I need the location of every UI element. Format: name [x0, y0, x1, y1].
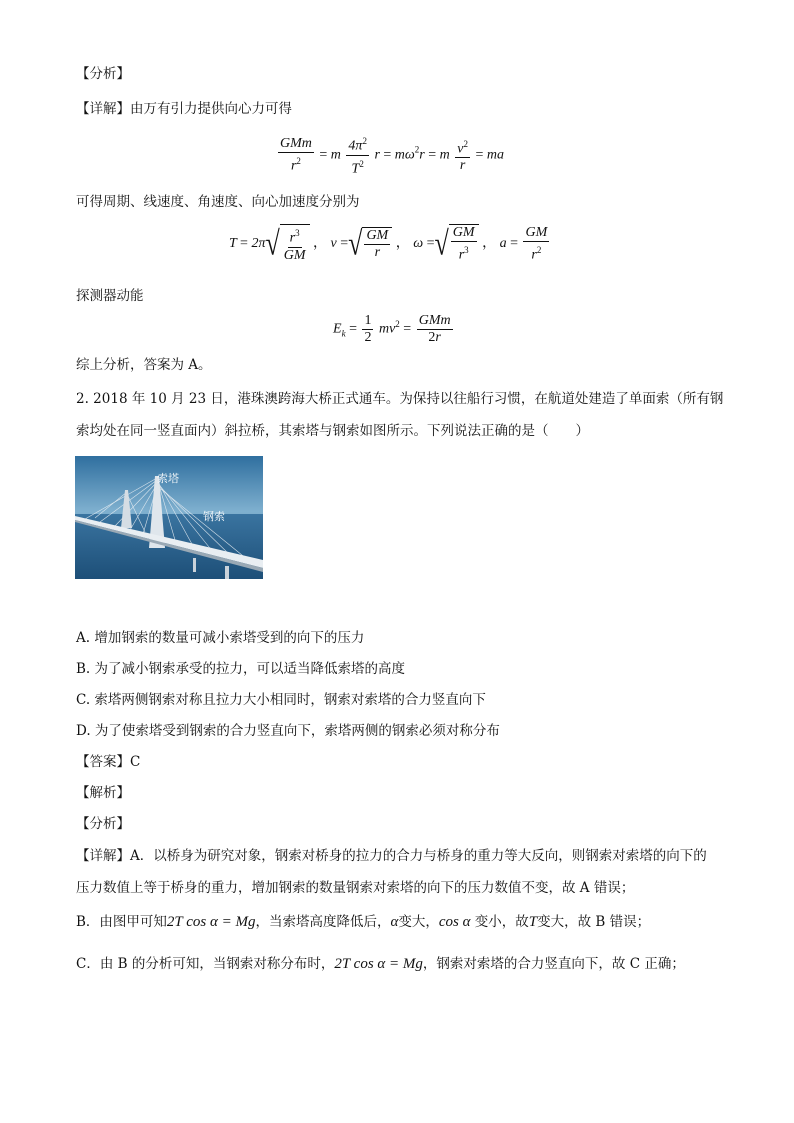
detail-b-t: T — [528, 914, 538, 930]
question-2-line-1: 2. 2018 年 10 月 23 日，港珠澳跨海大桥正式通车。为保持以往船行习惯，在航道处建造了单面索（所有钢 — [76, 391, 724, 407]
detail-b-line — [76, 912, 650, 932]
detail-c-equation: 2T cos α = Mg — [334, 956, 423, 972]
bridge-photo — [75, 456, 263, 579]
detail-b-cos: cos α — [438, 914, 471, 930]
tower-label: 索塔 — [157, 472, 179, 485]
detail-c-end: ，钢索对索塔的合力竖直向下，故 C 正确； — [422, 956, 685, 972]
detail-intro: 【详解】由万有引力提供向心力可得 — [76, 101, 292, 117]
derive-text: 可得周期、线速度、角速度、向心加速度分别为 — [76, 194, 360, 210]
detail-b-mid2: 变大， — [398, 914, 439, 930]
detail-b-prefix: B．由图甲可知 — [76, 914, 167, 930]
answer-text: 【答案】C — [76, 754, 141, 770]
detail-b-end: 变大，故 B 错误； — [537, 914, 651, 930]
cable-label: 钢索 — [203, 510, 225, 523]
conclusion-text: 综上分析，答案为 A。 — [76, 357, 212, 373]
option-c: C. 索塔两侧钢索对称且拉力大小相同时，钢索对索塔的合力竖直向下 — [76, 692, 486, 708]
option-d: D. 为了使索塔受到钢索的合力竖直向下，索塔两侧的钢索必须对称分布 — [76, 723, 500, 739]
detail-c-prefix: C．由 B 的分析可知，当钢索对称分布时， — [76, 956, 335, 972]
option-a: A. 增加钢索的数量可减小索塔受到的向下的压力 — [76, 630, 365, 646]
question-2-line-2: 索均处在同一竖直面内）斜拉桥，其索塔与钢索如图所示。下列说法正确的是（ ） — [76, 423, 589, 439]
analysis-heading-1: 【分析】 — [76, 66, 130, 82]
option-b: B. 为了减小钢索承受的拉力，可以适当降低索塔的高度 — [76, 661, 406, 677]
detail-a-line-1: 【详解】A．以桥身为研究对象，钢索对桥身的拉力的合力与桥身的重力等大反向，则钢索对索塔的向下的 — [76, 848, 707, 864]
detail-b-mid3: 变小，故 — [470, 914, 529, 930]
detail-b-mid: ，当索塔高度降低后， — [255, 914, 391, 930]
detail-a-line-2: 压力数值上等于桥身的重力，增加钢索的数量钢索对索塔的向下的压力数值不变，故 A 错误； — [76, 880, 635, 896]
detail-b-alpha: α — [390, 914, 399, 930]
gravity-equation: $\frac{\text{GMm}}{r^2}$ = m $\frac{4\pi^2}{T^2}$ $r = m\omega^2r = m$ $\frac{v^2}{r}$ = ma — [276, 133, 504, 177]
kinetic-text: 探测器动能 — [76, 288, 144, 304]
period-velocity-equations: T = 2π √ $\frac{r^3}{GM}$ ， v = √ $\frac{GM}{r}$ ， ω = √ $\frac{GM}{r^3}$ ， a = $\frac{GM}{r^2}$ — [229, 224, 548, 263]
kinetic-energy-equation: $E_k$ = $\frac{1}{2}$ $mv^2$ = $\frac{\text{GMm}}{2r}$ — [333, 313, 451, 345]
detail-c-line — [76, 954, 685, 974]
detail-b-equation: 2T cos α = Mg — [166, 914, 256, 930]
analysis-heading-2: 【分析】 — [76, 816, 130, 832]
jiexi-heading: 【解析】 — [76, 785, 130, 801]
